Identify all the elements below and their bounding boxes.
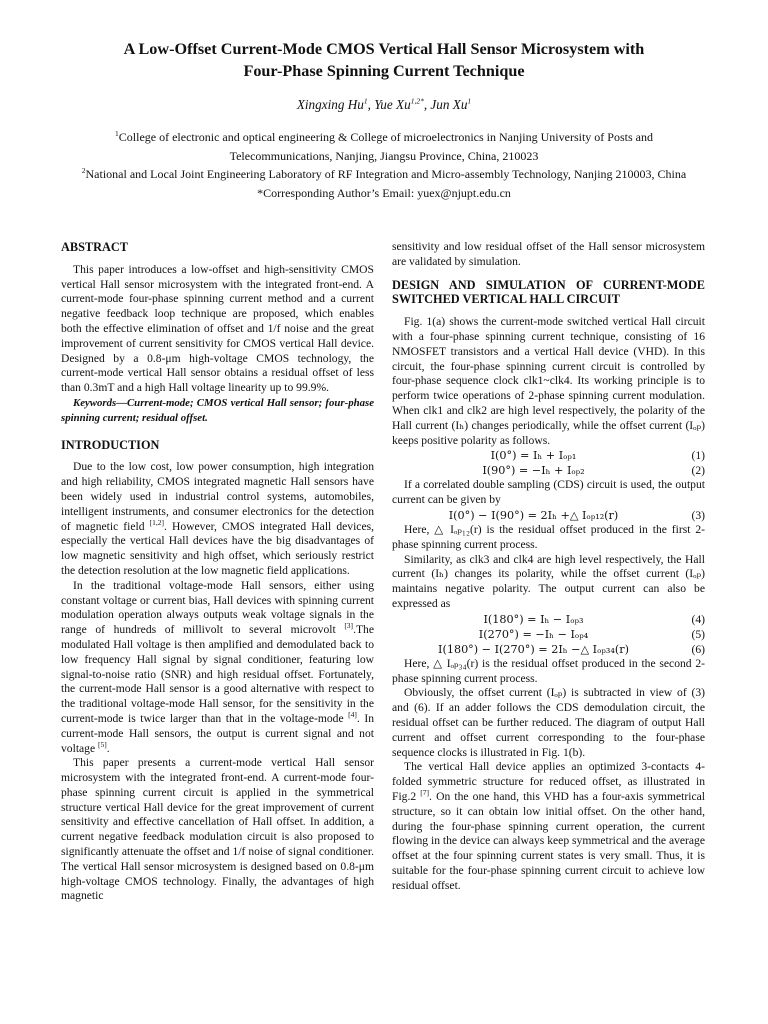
affiliation-2-text: National and Local Joint Engineering Laboratory of RF Integration and Micro-assembly Technology, Nanjing 210003, China (85, 167, 687, 182)
right-column (392, 240, 705, 893)
equation-6-number: (6) (691, 642, 705, 656)
design-section-heading: DESIGN AND SIMULATION OF CURRENT-MODE SWITCHED VERTICAL HALL CIRCUIT (392, 277, 705, 307)
paper-title (40, 38, 728, 82)
intro-p2-text-a: In the traditional voltage-mode Hall sensors, either using constant voltage or current bias, Hall devices with spinning current modulation operation always outputs weak voltage signals in the range of hundreds of millivolt to several microvolt (61, 578, 374, 637)
intro-continuation: sensitivity and low residual offset of the Hall sensor microsystem are validated by simulation. (392, 240, 705, 268)
author-3: Jun Xu (430, 97, 468, 112)
author-2-sup: 1,2* (410, 96, 424, 106)
author-2: Yue Xu (374, 97, 411, 112)
left-column (61, 240, 374, 904)
equation-6 (392, 642, 705, 657)
citation-5: [5] (98, 739, 107, 749)
author-1: Xingxing Hu (296, 97, 364, 112)
equation-4 (392, 612, 705, 627)
citation-4: [4] (348, 710, 357, 720)
affiliation-2-sup: 2 (81, 166, 86, 176)
affiliation-1-line-1 (40, 128, 728, 147)
equation-5-number: (5) (691, 627, 705, 641)
intro-p2-text-b: .The modulated Hall voltage is then amplified and demodulated back to low frequency Hall signal by signal conditioner, featuring low signal-to-noise ratio (SNR) and high residual offset. Fortunately, the current-mode Hall sensor is a good alternative with respect to the traditional voltage-mode Hall sensor, for the sensitivity in the current-mode is twice larger than that in the voltage-mode (61, 623, 374, 725)
author-1-sup: 1 (363, 96, 368, 106)
equation-4-number: (4) (691, 612, 705, 626)
design-paragraph-2: If a correlated double sampling (CDS) circuit is used, the output current can be given by (392, 478, 705, 507)
introduction-heading: INTRODUCTION (61, 437, 160, 452)
intro-p2-text-c: . In current-mode Hall sensors, the output is current signal and not voltage (61, 711, 374, 755)
title-line-2: Four-Phase Spinning Current Technique (243, 62, 525, 80)
author-sep-1: , (367, 97, 375, 112)
equation-3-number: (3) (691, 508, 705, 522)
design-paragraph-4: Similarity, as clk3 and clk4 are high level respectively, the Hall current (Iₕ) changes its polarity, while the offset current (Iₒₚ) maintains negative polarity. The output current can also be expressed as (392, 552, 705, 610)
equation-3-expr: I(0°) − I(90°) = 2Iₕ +△ Iₒₚ₁₂(r) (448, 508, 619, 522)
equation-1-number: (1) (691, 449, 705, 463)
affiliations (40, 128, 728, 202)
intro-p1-text-b: . However, CMOS integrated Hall devices, especially the vertical Hall devices have the big disadvantages of low magnetic sensitivity and high offset, which seriously restrict the detection resolution at the low magnetic field applications. (61, 519, 374, 577)
affiliation-2 (40, 165, 728, 184)
abstract-heading: ABSTRACT (61, 240, 128, 254)
affiliation-1-sup: 1 (115, 129, 119, 138)
equation-4-expr: I(180°) = Iₕ − Iₒₚ₃ (483, 612, 584, 626)
design-paragraph-3: Here, △ Iₒₚ₁₂(r) is the residual offset produced in the first 2-phase spinning current process. (392, 522, 705, 551)
equation-2-number: (2) (691, 464, 705, 478)
equation-2 (392, 463, 705, 478)
design-paragraph-5: Here, △ Iₒₚ₃₄(r) is the residual offset produced in the second 2-phase spinning current process. (392, 656, 705, 685)
author-sep-2: , (423, 97, 431, 112)
abstract-body: This paper introduces a low-offset and high-sensitivity CMOS vertical Hall sensor microsystem with the integrated front-end. A current-mode four-phase spinning current method and a current negative feedback loop technique are proposed, which enables both the effective elimination of offset and 1/f noise and the great improvement of current sensitivity for CMOS vertical Hall device. Designed by a 0.8-μm high-voltage CMOS technology, the current-mode vertical Hall sensor obtains a residual offset of less than 0.3mT and a high Hall voltage linearity up to 99.9%. (61, 262, 374, 395)
intro-p2-text-d: . (106, 741, 110, 755)
intro-paragraph-3: This paper presents a current-mode vertical Hall sensor microsystem with the integrated front-end. A current-mode four-phase spinning current circuit is applied in the symmetrical structure vertical Hall device for the great improvement of current sensitivity and effective cancellation of Hall offset. In addition, a current negative feedback modulation circuit is also proposed to significantly attenuate the offset and 1/f noise of signal conditioner. The vertical Hall sensor microsystem is designed based on 0.8-μm high-voltage CMOS technology. Finally, the advantages of high magnetic (61, 756, 374, 903)
design-p7-text-a: The vertical Hall device applies an optimized 3-contacts 4-folded symmetric structure for reduced offset, as illustrated in Fig.2 (392, 760, 705, 803)
intro-p1-text-a: Due to the low cost, low power consumption, high integration and high reliability, CMOS integrated magnetic Hall sensors have been widely used in industrial control systems, automobiles, intelligent instruments, and consumer electronics for the detection of magnetic field (61, 460, 374, 533)
citation-3: [3] (344, 621, 354, 631)
author-list (40, 96, 728, 114)
keywords: Keywords—Current-mode; CMOS vertical Hall sensor; four-phase spinning current; residual offset. (61, 396, 374, 424)
corresponding-author: *Corresponding Author’s Email: yuex@njupt.edu.cn (257, 185, 511, 200)
equation-6-expr: I(180°) − I(270°) = 2Iₕ −△ Iₒₚ₃₄(r) (438, 642, 629, 656)
equation-2-expr: I(90°) = −Iₕ + Iₒₚ₂ (482, 464, 585, 478)
affiliation-1-text: College of electronic and optical engineering & College of microelectronics in Nanjing University of Posts and (118, 130, 653, 144)
citation-1-2: [1,2] (149, 517, 164, 527)
equation-5-expr: I(270°) = −Iₕ − Iₒₚ₄ (478, 627, 589, 641)
title-line-1: A Low-Offset Current-Mode CMOS Vertical Hall Sensor Microsystem with (123, 40, 645, 58)
affiliation-1-line-2: Telecommunications, Nanjing, Jiangsu Province, China, 210023 (229, 148, 539, 163)
intro-paragraph-2 (61, 579, 374, 757)
equation-1-expr: I(0°) = Iₕ + Iₒₚ₁ (490, 449, 577, 463)
equation-3 (392, 508, 705, 523)
design-paragraph-7 (392, 760, 705, 893)
equation-1 (392, 448, 705, 463)
intro-paragraph-1 (61, 460, 374, 578)
design-paragraph-1: Fig. 1(a) shows the current-mode switched vertical Hall circuit with a four-phase spinning current technique, consisting of 16 NMOSFET transistors and a vertical Hall device (VHD). In this circuit, the four-phase spinning current circuit is controlled by four-phase sequence clock clk1~clk4. Its working principle is to perform twice operations of 2-phase spinning current modulation. When clk1 and clk2 are high level respectively, the polarity of the Hall current (Iₕ) changes periodically, while the offset current (Iₒₚ) keeps positive polarity as follows. (392, 315, 705, 447)
citation-7: [7] (420, 788, 430, 798)
design-paragraph-6: Obviously, the offset current (Iₒₚ) is subtracted in view of (3) and (6). If an adder follows the CDS demodulation circuit, the residual offset can be further reduced. The diagram of output Hall current and offset current corresponding to the four-phase sequence clocks is illustrated in Fig. 1(b). (392, 686, 705, 759)
equation-5 (392, 627, 705, 642)
author-3-sup: 1 (467, 96, 472, 106)
design-p7-text-b: . On the one hand, this VHD has a four-axis symmetrical structure, so it can obtain low initial offset. On the other hand, during the four-phase spinning current operation, the current flowing in the device can always keep symmetrical and the average offset at the four spinning current states is very small. Thus, it is suitable for the four-phase spinning current circuit to achieve low residual offset. (392, 789, 705, 892)
